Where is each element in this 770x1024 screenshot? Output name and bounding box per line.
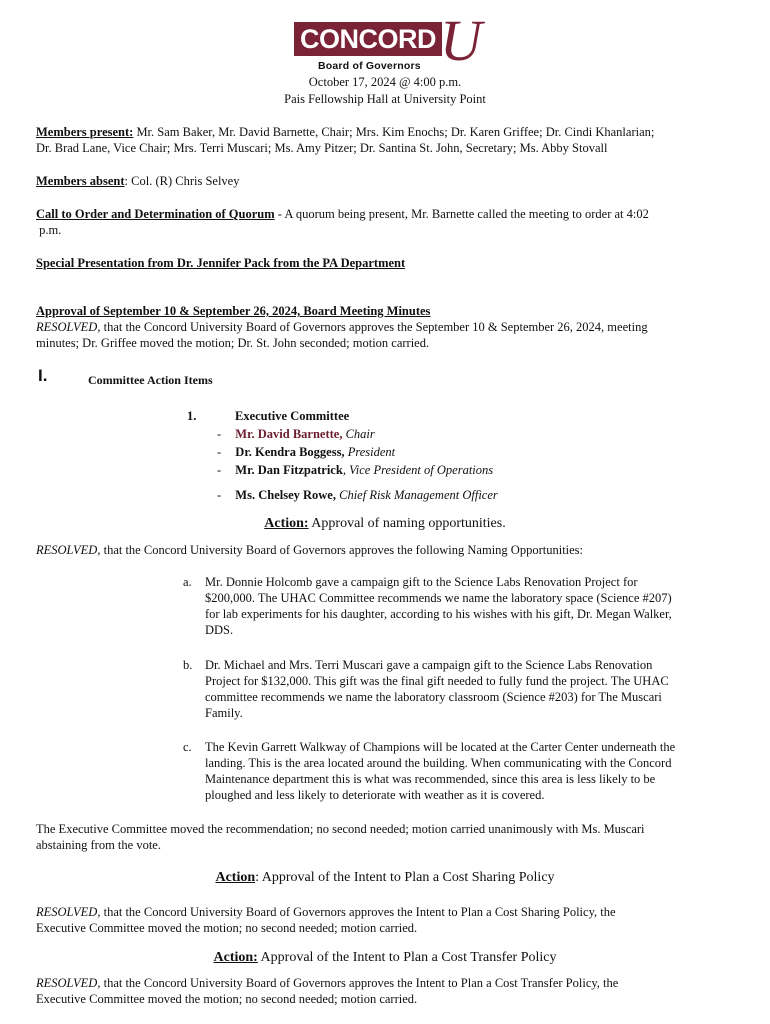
cost-sharing-resolved-label: RESOLVED,	[36, 905, 101, 919]
member-dash: -	[217, 427, 222, 441]
naming-resolved-text: that the Concord University Board of Governors approves the following Naming Opportunities:	[100, 543, 584, 557]
minutes-line1: that the Concord University Board of Governors approves the September 10 & September 26, 2024, meeting	[100, 320, 648, 334]
item-line: Project for $132,000. This gift was the final gift needed to fully fund the project. The UHAC	[205, 674, 669, 688]
members-present-line2: Dr. Brad Lane, Vice Chair; Mrs. Terri Muscari; Ms. Amy Pitzer; Dr. Santina St. John, Secretary; Ms. Abby Stovall	[36, 141, 608, 155]
naming-resolved	[36, 542, 583, 558]
minutes-resolved-label: RESOLVED,	[36, 320, 101, 334]
call-to-order-label: Call to Order and Determination of Quorum	[36, 207, 275, 221]
item-line: landing. This is the area located around the building. When communicating with the Concord	[205, 756, 672, 770]
logo-wordmark: CONCORD	[300, 24, 436, 54]
item-line: DDS.	[205, 623, 234, 637]
member-role: Chief Risk Management Officer	[335, 488, 498, 502]
cost-transfer-resolved	[36, 975, 618, 991]
naming-resolved-label: RESOLVED,	[36, 543, 101, 557]
cost-transfer-line1: that the Concord University Board of Governors approves the Intent to Plan a Cost Transfer Policy, the	[100, 976, 619, 990]
cost-sharing-line2: Executive Committee moved the motion; no second needed; motion carried.	[36, 921, 418, 935]
member-name: Dr. Kendra Boggess,	[235, 445, 345, 459]
minutes-heading: Approval of September 10 & September 26, 2024, Board Meeting Minutes	[36, 304, 431, 318]
item-text	[205, 657, 729, 721]
cost-transfer-line2: Executive Committee moved the motion; no second needed; motion carried.	[36, 992, 418, 1006]
action-naming-text: Approval of naming opportunities.	[308, 516, 506, 531]
cost-transfer-resolved-label: RESOLVED,	[36, 976, 101, 990]
members-absent-label: Members absent	[36, 174, 125, 188]
committee-number: 1.	[187, 409, 197, 423]
logo-u-mark: U	[440, 8, 482, 73]
item-letter: b.	[183, 658, 193, 672]
cost-sharing-line1: that the Concord University Board of Governors approves the Intent to Plan a Cost Sharing Policy, the	[100, 905, 616, 919]
committee-member	[217, 487, 498, 503]
committee-member	[217, 444, 395, 460]
action-naming	[0, 516, 770, 532]
member-dash: -	[217, 488, 222, 502]
section-numeral: I.	[38, 366, 48, 385]
members-absent-text: : Col. (R) Chris Selvey	[124, 174, 240, 188]
cost-sharing-resolved	[36, 904, 616, 920]
cost-sharing-label: Action	[215, 870, 256, 885]
action-cost-sharing	[0, 870, 770, 886]
section-title: Committee Action Items	[88, 373, 213, 387]
item-line: Dr. Michael and Mrs. Terri Muscari gave a campaign gift to the Science Labs Renovation	[205, 658, 653, 672]
member-role: , Vice President of Operations	[342, 463, 494, 477]
special-presentation: Special Presentation from Dr. Jennifer Pack from the PA Department	[36, 256, 406, 270]
member-dash: -	[217, 463, 222, 477]
member-name: Ms. Chelsey Rowe,	[235, 488, 336, 502]
cost-transfer-label: Action:	[213, 950, 258, 965]
committee-title: Executive Committee	[235, 409, 350, 423]
cost-transfer-text: Approval of the Intent to Plan a Cost Transfer Policy	[257, 950, 557, 965]
member-dash: -	[217, 445, 222, 459]
member-role: President	[344, 445, 396, 459]
call-to-order-line1: - A quorum being present, Mr. Barnette called the meeting to order at 4:02	[274, 207, 649, 221]
member-name: Mr. Dan Fitzpatrick	[235, 463, 343, 477]
members-present	[36, 124, 756, 140]
naming-outcome-line2: abstaining from the vote.	[36, 838, 161, 852]
members-absent	[36, 173, 239, 189]
cost-sharing-text: : Approval of the Intent to Plan a Cost Sharing Policy	[255, 870, 555, 885]
meeting-location: Pais Fellowship Hall at University Point	[284, 92, 486, 106]
item-line: Family.	[205, 706, 243, 720]
item-line: The Kevin Garrett Walkway of Champions will be located at the Carter Center underneath the	[205, 740, 676, 754]
members-present-label: Members present:	[36, 125, 134, 139]
member-role: Chair	[342, 427, 375, 441]
item-line: Maintenance department this is what was recommended, since this area is less likely to be	[205, 772, 656, 786]
call-to-order-line2: p.m.	[36, 223, 62, 237]
members-present-line1: Mr. Sam Baker, Mr. David Barnette, Chair; Mrs. Kim Enochs; Dr. Karen Griffee; Dr. Cindi Khanlarian;	[133, 125, 655, 139]
item-line: ploughed and less likely to deteriorate with weather as it is covered.	[205, 788, 545, 802]
call-to-order	[36, 206, 649, 222]
naming-outcome-line1: The Executive Committee moved the recommendation; no second needed; motion carried unanimously with Ms. Muscari	[36, 822, 645, 836]
item-letter: a.	[183, 575, 192, 589]
item-letter: c.	[183, 740, 192, 754]
item-line: committee recommends we name the laboratory classroom (Science #203) for The Muscari	[205, 690, 662, 704]
item-line: $200,000. The UHAC Committee recommends we name the laboratory space (Science #207)	[205, 591, 672, 605]
minutes-line2: minutes; Dr. Griffee moved the motion; Dr. St. John seconded; motion carried.	[36, 336, 430, 350]
item-line: Mr. Donnie Holcomb gave a campaign gift to the Science Labs Renovation Project for	[205, 575, 638, 589]
minutes-resolved	[36, 319, 648, 335]
item-line: for lab experiments for his daughter, according to his wishes with his gift, Dr. Megan Walker,	[205, 607, 672, 621]
action-naming-label: Action:	[264, 516, 309, 531]
meeting-date: October 17, 2024 @ 4:00 p.m.	[308, 75, 462, 89]
committee-member	[217, 426, 375, 442]
item-text	[205, 739, 729, 803]
concord-logo	[294, 8, 484, 76]
action-cost-transfer	[0, 950, 770, 966]
logo-subtitle: Board of Governors	[318, 60, 421, 72]
member-name: Mr. David Barnette,	[235, 427, 343, 441]
committee-member	[217, 462, 493, 478]
item-text	[205, 574, 729, 638]
